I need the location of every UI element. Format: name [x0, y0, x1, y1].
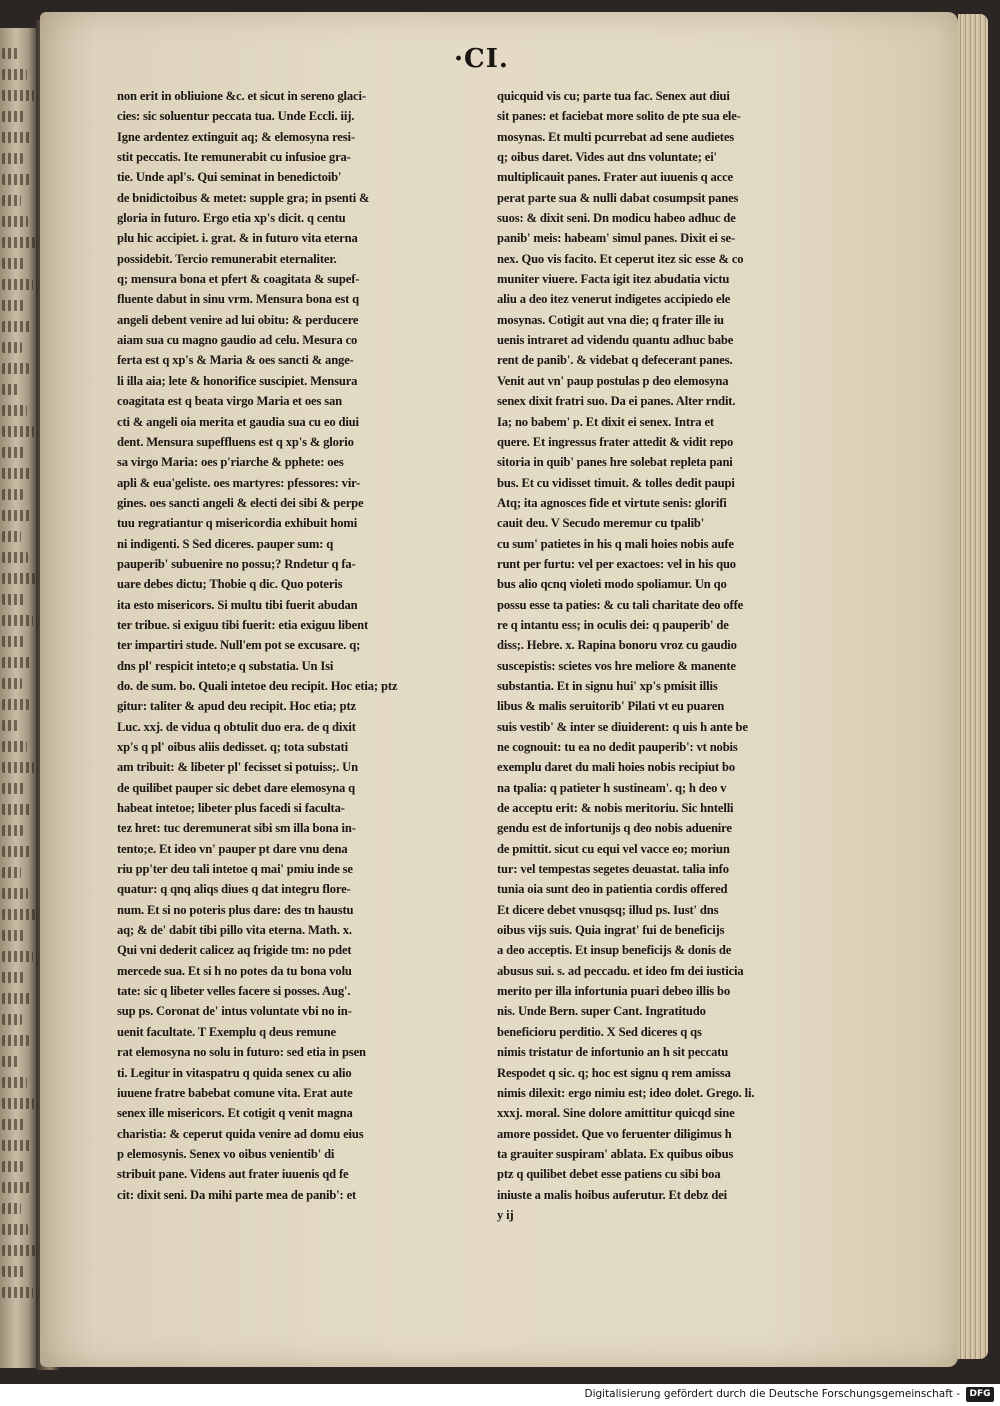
facing-page-text-fragment: [2, 678, 22, 689]
facing-page-text-fragment: [2, 342, 22, 353]
text-line: panib' meis: habeam' simul panes. Dixit ei se-: [497, 231, 735, 246]
text-line: multiplicauit panes. Frater aut iuuenis q acce: [497, 170, 733, 185]
text-line: cit: dixit seni. Da mihi parte mea de panib': et: [117, 1187, 357, 1202]
text-line: aiam sua cu magno gaudio ad celu. Mesura co: [117, 333, 358, 348]
text-line: angeli debent venire ad lui obitu: & perducere: [117, 312, 359, 327]
text-line: gitur: taliter & apud deu recipit. Hoc etia; ptz: [117, 699, 356, 714]
facing-page-text-fragment: [2, 1098, 34, 1109]
text-line: habeat intetoe; libeter plus facedi si faculta-: [117, 801, 345, 816]
facing-page-edge: [0, 28, 40, 1368]
facing-page-text-fragment: [2, 321, 31, 332]
text-line: de pmittit. sicut cu equi vel vacce eo; moriun: [497, 841, 730, 856]
facing-page-text-fragment: [2, 846, 30, 857]
facing-page-text-fragment: [2, 363, 29, 374]
text-line: sit panes: et faciebat more solito de pte sua ele-: [497, 109, 741, 124]
text-line: charistia: & ceperut quida venire ad domu eius: [117, 1126, 364, 1141]
facing-page-text-fragment: [2, 468, 32, 479]
text-line: xp's q pl' oibus aliis dedisset. q; tota substati: [117, 740, 348, 754]
facing-page-text-fragment: [2, 510, 30, 521]
text-line: Luc. xxj. de vidua q obtulit duo era. de q dixit: [117, 719, 356, 734]
facing-page-text-fragment: [2, 972, 24, 983]
facing-page-text-fragment: [2, 447, 25, 458]
text-line: possidebit. Tercio remunerabit eternaliter.: [117, 251, 337, 266]
text-line: num. Et si no poteris plus dare: des tn haustu: [117, 902, 354, 917]
text-line: p elemosynis. Senex vo oibus venientib' di: [117, 1146, 335, 1161]
facing-page-text-fragment: [2, 132, 32, 143]
text-line: ptz q quilibet debet esse patiens cu sibi boa: [497, 1167, 721, 1182]
text-line: Respodet q sic. q; hoc est signu q rem amissa: [497, 1065, 731, 1080]
facing-page-text-fragment: [2, 993, 31, 1004]
text-line: gloria in futuro. Ergo etia xp's dicit. q centu: [117, 211, 346, 226]
text-line: senex ille misericors. Et cotigit q venit magna: [117, 1106, 353, 1121]
facing-page-text-fragment: [2, 300, 24, 311]
facing-page-text-fragment: [2, 1014, 22, 1025]
text-line: dns pl' respicit inteto;e q substatia. Un Isi: [117, 658, 334, 673]
text-line: re q intantu ess; in oculis dei: q pauperib' de: [497, 617, 729, 632]
facing-page-text-fragment: [2, 489, 23, 500]
text-line: Qui vni dederit calicez aq frigide tm: no pdet: [117, 943, 352, 958]
text-line: muniter viuere. Facta igit itez abudatia victu: [497, 272, 730, 287]
text-line: apli & eua'geliste. oes martyres: pfessores: vir-: [117, 475, 361, 490]
text-line: ferta est q xp's & Maria & oes sancti & ange-: [117, 353, 354, 368]
text-line: pauperib' subuenire no possu;? Rndetur q fa-: [117, 556, 356, 571]
facing-page-text-fragment: [2, 1287, 33, 1298]
text-line: suis vestib' & inter se diuiderent: q uis h ante be: [497, 719, 748, 734]
text-line: amore possidet. Que vo feruenter diligimus h: [497, 1126, 732, 1141]
text-line: rent de panib'. & videbat q defecerant panes.: [497, 353, 733, 368]
facing-page-text-fragment: [2, 69, 27, 80]
dfg-logo: DFG: [966, 1387, 994, 1402]
text-line: xxxj. moral. Sine dolore amittitur quicqd sine: [497, 1106, 735, 1121]
facing-page-text-fragment: [2, 426, 34, 437]
text-line: suos: & dixit seni. Dn modicu habeo adhuc de: [497, 211, 736, 226]
text-line: stribuit pane. Videns aut frater iuuenis qd fe: [117, 1167, 349, 1182]
facing-page-text-fragment: [2, 1203, 21, 1214]
text-line: runt per furtu: vel per exactoes: vel in his quo: [497, 556, 736, 571]
text-line: mercede sua. Et si h no potes da tu bona volu: [117, 963, 352, 978]
facing-page-text-fragment: [2, 951, 33, 962]
text-line: Igne ardentez extinguit aq; & elemosyna resi-: [117, 129, 355, 144]
text-line: tento;e. Et ideo vn' pauper pt dare vnu dena: [117, 841, 348, 856]
facing-page-text-fragment: [2, 909, 35, 920]
facing-page-text-fragment: [2, 1140, 32, 1151]
facing-page-text-fragment: [2, 195, 21, 206]
text-line: nimis tristatur de infortunio an h sit peccatu: [497, 1045, 729, 1060]
facing-page-text-fragment: [2, 237, 35, 248]
text-line: iuuene fratre babebat comune vita. Erat aute: [117, 1085, 353, 1100]
text-line: tez hret: tuc deremunerat sibi sm illa bona in-: [117, 821, 356, 836]
text-line: bus alio qcnq violeti modo spoliamur. Un qo: [497, 577, 727, 592]
facing-page-text-fragment: [2, 384, 20, 395]
text-line: rat elemosyna no solu in futuro: sed etia in psen: [117, 1045, 366, 1060]
text-line: am tribuit: & libeter pl' fecisset si potuiss;. Un: [117, 760, 358, 775]
text-line: tur: vel tempestas segetes deuastat. talia info: [497, 862, 729, 877]
facing-page-text-fragment: [2, 1035, 29, 1046]
text-line: iniuste a malis hoibus auferutur. Et debz dei: [497, 1187, 728, 1202]
text-line: cies: sic soluentur peccata tua. Unde Eccli. iij.: [117, 109, 355, 124]
text-line: Atq; ita agnosces fide et virtute senis: glorifi: [497, 495, 727, 510]
text-line: stit peccatis. Ite remunerabit cu infusioe gra-: [117, 150, 351, 165]
text-line: abusus sui. s. ad peccadu. et ideo fm dei iusticia: [497, 963, 744, 978]
facing-page-text-fragment: [2, 1077, 27, 1088]
text-line: riu pp'ter deu tali intetoe q mai' pmiu inde se: [117, 862, 353, 877]
text-line: q; oibus daret. Vides aut dns voluntate; ei': [497, 150, 717, 165]
facing-page-text-fragment: [2, 867, 21, 878]
facing-page-text-fragment: [2, 279, 33, 290]
facing-page-text-fragment: [2, 1224, 28, 1235]
text-line: ter tribue. si exiguu tibi fuerit: etia exiguu libent: [117, 617, 369, 632]
facing-page-text-fragment: [2, 657, 31, 668]
text-line: senex dixit fratri suo. Da ei panes. Alter rndit.: [497, 394, 736, 409]
folio-number: ·CI.: [454, 44, 509, 74]
text-line: Ia; no babem' p. Et dixit ei senex. Intra et: [497, 414, 714, 429]
text-line: Et dicere debet vnusqsq; illud ps. Iust' dns: [497, 902, 719, 917]
text-line: substantia. Et in signu hui' xp's pmisit illis: [497, 678, 718, 693]
funding-notice: Digitalisierung gefördert durch die Deutsche Forschungsgemeinschaft -: [584, 1388, 960, 1400]
text-line: nex. Quo vis facito. Et ceperut itez sic esse & co: [497, 251, 744, 266]
facing-page-text-fragment: [2, 741, 27, 752]
text-line: aq; & de' dabit tibi pillo vita eterna. Math. x.: [117, 923, 352, 938]
text-line: uenit facultate. T Exemplu q deus remune: [117, 1024, 336, 1039]
facing-page-text-fragment: [2, 762, 34, 773]
text-line: libus & malis seruitorib' Pilati vt eu puaren: [497, 699, 725, 714]
text-line: a deo acceptis. Et insup beneficijs & donis de: [497, 943, 732, 958]
facing-page-text-fragment: [2, 1266, 26, 1277]
text-line: do. de sum. bo. Quali intetoe deu recipit. Hoc etia; ptz: [117, 678, 398, 693]
text-line: mosynas. Cotigit aut vna die; q frater ille iu: [497, 312, 724, 327]
text-line: bus. Et cu vidisset timuit. & tolles dedit paupi: [497, 475, 735, 490]
facing-page-text-fragment: [2, 783, 25, 794]
text-line: de acceptu erit: & nobis meritoriu. Sic hntelli: [497, 801, 734, 816]
facing-page-text-fragment: [2, 594, 26, 605]
text-line: possu esse ta paties: & cu tali charitate deo offe: [497, 597, 744, 612]
text-line: na tpalia: q patieter h sustineam'. q; h deo v: [497, 780, 727, 795]
text-line: coagitata est q beata virgo Maria et oes san: [117, 394, 342, 409]
facing-page-text-fragment: [2, 573, 35, 584]
facing-page-text-fragment: [2, 930, 26, 941]
text-line: fluente dabut in sinu vrm. Mensura bona est q: [117, 292, 360, 307]
text-line: suscepistis: scietes vos hre meliore & manente: [497, 658, 736, 673]
text-line: non erit in obliuione &c. et sicut in sereno glaci-: [117, 89, 366, 103]
text-line: quicquid vis cu; parte tua fac. Senex aut diui: [497, 89, 730, 103]
text-line: tie. Unde apl's. Qui seminat in benedictoib': [117, 170, 342, 185]
text-line: perat parte sua & nulli dabat cosumpsit panes: [497, 190, 739, 205]
text-line: Venit aut vn' paup postulas p deo elemosyna: [497, 373, 729, 388]
text-line: plu hic accipiet. i. grat. & in futuro vita eterna: [117, 231, 358, 246]
facing-page-text-fragment: [2, 804, 32, 815]
facing-page-text-fragment: [2, 1161, 23, 1172]
facing-page-text-fragment: [2, 48, 20, 59]
text-line: de bnidictoibus & metet: supple gra; in psenti &: [117, 190, 370, 205]
text-line: gines. oes sancti angeli & electi dei sibi & perpe: [117, 495, 364, 510]
text-line: tunia oia sunt deo in patientia cordis offered: [497, 882, 728, 897]
text-line: tate: sic q libeter velles facere si posses. Aug'.: [117, 984, 351, 999]
text-line: sa virgo Maria: oes p'riarche & pphete: oes: [117, 455, 344, 470]
facing-page-text-fragment: [2, 552, 28, 563]
text-column-right: [497, 86, 857, 1225]
text-line: cti & angeli oia merita et gaudia sua cu eo diui: [117, 414, 359, 429]
digitization-footer: [0, 1384, 1000, 1406]
facing-page-text-fragment: [2, 174, 30, 185]
facing-page-text-fragment: [2, 405, 27, 416]
text-line: gendu est de infortunijs q deo nobis aduenire: [497, 821, 732, 836]
page-stack-edge: [958, 14, 988, 1359]
facing-page-text-fragment: [2, 825, 23, 836]
facing-page-text-fragment: [2, 720, 20, 731]
facing-page-text-fragment: [2, 636, 24, 647]
text-line: cu sum' patietes in his q mali hoies nobis aufe: [497, 536, 734, 551]
text-line: tuu regratiantur q misericordia exhibuit homi: [117, 516, 358, 531]
text-line: ta grauiter suspiram' ablata. Ex quibus oibus: [497, 1146, 734, 1161]
text-line: nis. Unde Bern. super Cant. Ingratitudo: [497, 1004, 706, 1019]
facing-page-text-fragment: [2, 111, 25, 122]
facing-page-text-fragment: [2, 615, 33, 626]
text-line: ni indigenti. S Sed diceres. pauper sum: q: [117, 536, 334, 551]
facing-page-text-fragment: [2, 216, 28, 227]
text-line: sup ps. Coronat de' intus voluntate vbi no in-: [117, 1004, 352, 1019]
text-line: de quilibet pauper sic debet dare elemosyna q: [117, 780, 356, 795]
facing-page-text-fragment: [2, 153, 23, 164]
text-line: uare debes dictu; Thobie q dic. Quo poteris: [117, 577, 343, 592]
text-column-left: [117, 86, 487, 1205]
text-line: sitoria in quib' panes hre solebat repleta pani: [497, 455, 733, 470]
text-line: mosynas. Et multi pcurrebat ad sene audietes: [497, 129, 735, 144]
text-line: diss;. Hebre. x. Rapina bonoru vroz cu gaudio: [497, 638, 737, 653]
facing-page-text-fragment: [2, 888, 28, 899]
text-line: uenis intraret ad videndu quantu adhuc babe: [497, 333, 734, 348]
text-line: oibus vijs suis. Quia ingrat' fui de beneficijs: [497, 923, 725, 938]
facing-page-text-fragment: [2, 531, 21, 542]
text-line: cauit deu. V Secudo meremur cu tpalib': [497, 516, 705, 531]
text-line: nimis dilexit: ergo nimiu est; ideo dolet. Grego. li.: [497, 1085, 755, 1100]
text-line: ter impartiri stude. Null'em pot se excusare. q;: [117, 638, 361, 653]
facing-page-text-fragment: [2, 1182, 30, 1193]
text-line: quatur: q qnq aliqs diues q dat integru flore-: [117, 882, 351, 897]
text-line: aliu a deo itez venerut indigetes accipiedo ele: [497, 292, 731, 307]
facing-page-text-fragment: [2, 1245, 35, 1256]
text-line: ti. Legitur in vitaspatru q quida senex cu alio: [117, 1065, 352, 1080]
facing-page-text-fragment: [2, 90, 34, 101]
text-line: beneficioru perditio. X Sed diceres q qs: [497, 1024, 702, 1039]
text-line: li illa aia; lete & honorifice suscipiet. Mensura: [117, 373, 358, 388]
text-line: merito per illa infortunia puari debeo illis bo: [497, 984, 731, 999]
facing-page-text-fragment: [2, 699, 29, 710]
text-line: ne cognouit: tu ea no dedit pauperib': vt nobis: [497, 740, 738, 754]
text-line: exemplu daret du mali hoies nobis recipiut bo: [497, 760, 736, 775]
facing-page-text-fragment: [2, 1056, 20, 1067]
text-line: quere. Et ingressus frater attedit & vidit repo: [497, 434, 734, 449]
text-line: dent. Mensura supeffluens est q xp's & glorio: [117, 434, 354, 449]
text-line: y ij: [497, 1207, 514, 1222]
text-line: ita esto misericors. Si multu tibi fuerit abudan: [117, 597, 358, 612]
facing-page-text-fragment: [2, 258, 26, 269]
text-line: q; mensura bona et pfert & coagitata & supef-: [117, 272, 360, 287]
facing-page-text-fragment: [2, 1119, 25, 1130]
